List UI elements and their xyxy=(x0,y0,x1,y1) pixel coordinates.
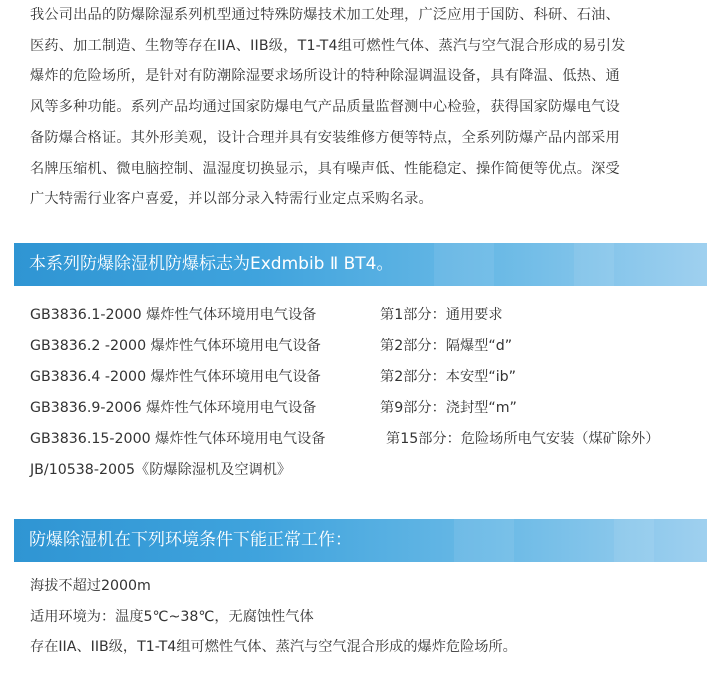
standard-part: 第1部分：通用要求 xyxy=(380,307,503,323)
standard-row xyxy=(30,300,710,331)
conditions-list xyxy=(30,571,710,663)
standard-row xyxy=(30,393,710,424)
condition-item: 适用环境为：温度5℃~38℃，无腐蚀性气体 xyxy=(30,608,314,625)
standards-list xyxy=(30,300,710,486)
standard-code: GB3836.15-2000 爆炸性气体环境用电气设备 xyxy=(30,431,326,447)
standard-code: GB3836.2 -2000 爆炸性气体环境用电气设备 xyxy=(30,338,321,354)
banner-title: 防爆除湿机在下列环境条件下能正常工作： xyxy=(29,530,352,550)
standard-part: 第2部分：隔爆型“d” xyxy=(380,338,513,354)
banner-title: 本系列防爆除湿机防爆标志为Exdmbib Ⅱ BT4。 xyxy=(29,254,394,274)
intro-paragraph xyxy=(30,0,702,215)
standard-code: GB3836.4 -2000 爆炸性气体环境用电气设备 xyxy=(30,369,321,385)
standard-row xyxy=(30,455,710,486)
standard-part: 第15部分：危险场所电气安装（煤矿除外） xyxy=(386,431,660,447)
intro-line: 爆炸的危险场所，是针对有防潮除湿要求场所设计的特种除湿调温设备，具有降温、低热、通 xyxy=(30,68,620,85)
standard-code: JB/10538-2005《防爆除湿机及空调机》 xyxy=(30,462,292,478)
intro-line: 名牌压缩机、微电脑控制、温湿度切换显示，具有噪声低、性能稳定、操作简便等优点。深受 xyxy=(30,160,620,177)
intro-line: 医药、加工制造、生物等存在IIA、IIB级，T1-T4组可燃性气体、蒸汽与空气混合形成的易引发 xyxy=(30,37,626,54)
condition-item: 海拔不超过2000m xyxy=(30,578,151,594)
intro-line: 风等多种功能。系列产品均通过国家防爆电气产品质量监督测中心检验，获得国家防爆电气设 xyxy=(30,99,620,116)
standard-row xyxy=(30,424,710,455)
standard-code: GB3836.9-2006 爆炸性气体环境用电气设备 xyxy=(30,400,317,416)
intro-line: 广大特需行业客户喜爱，并以部分录入特需行业定点采购名录。 xyxy=(30,191,433,208)
standard-part: 第2部分：本安型“ib” xyxy=(380,369,516,385)
condition-item: 存在IIA、IIB级，T1-T4组可燃性气体、蒸汽与空气混合形成的爆炸危险场所。 xyxy=(30,639,517,655)
standard-row xyxy=(30,362,710,393)
explosion-mark-banner xyxy=(14,243,707,286)
standard-row xyxy=(30,331,710,362)
intro-line: 我公司出品的防爆除湿系列机型通过特殊防爆技术加工处理，广泛应用于国防、科研、石油、 xyxy=(30,7,620,23)
intro-line: 备防爆合格证。其外形美观，设计合理并具有安装维修方便等特点，全系列防爆产品内部采用 xyxy=(30,129,620,146)
working-conditions-banner xyxy=(14,519,707,562)
standard-part: 第9部分：浇封型“m” xyxy=(380,400,517,416)
standard-code: GB3836.1-2000 爆炸性气体环境用电气设备 xyxy=(30,307,317,323)
